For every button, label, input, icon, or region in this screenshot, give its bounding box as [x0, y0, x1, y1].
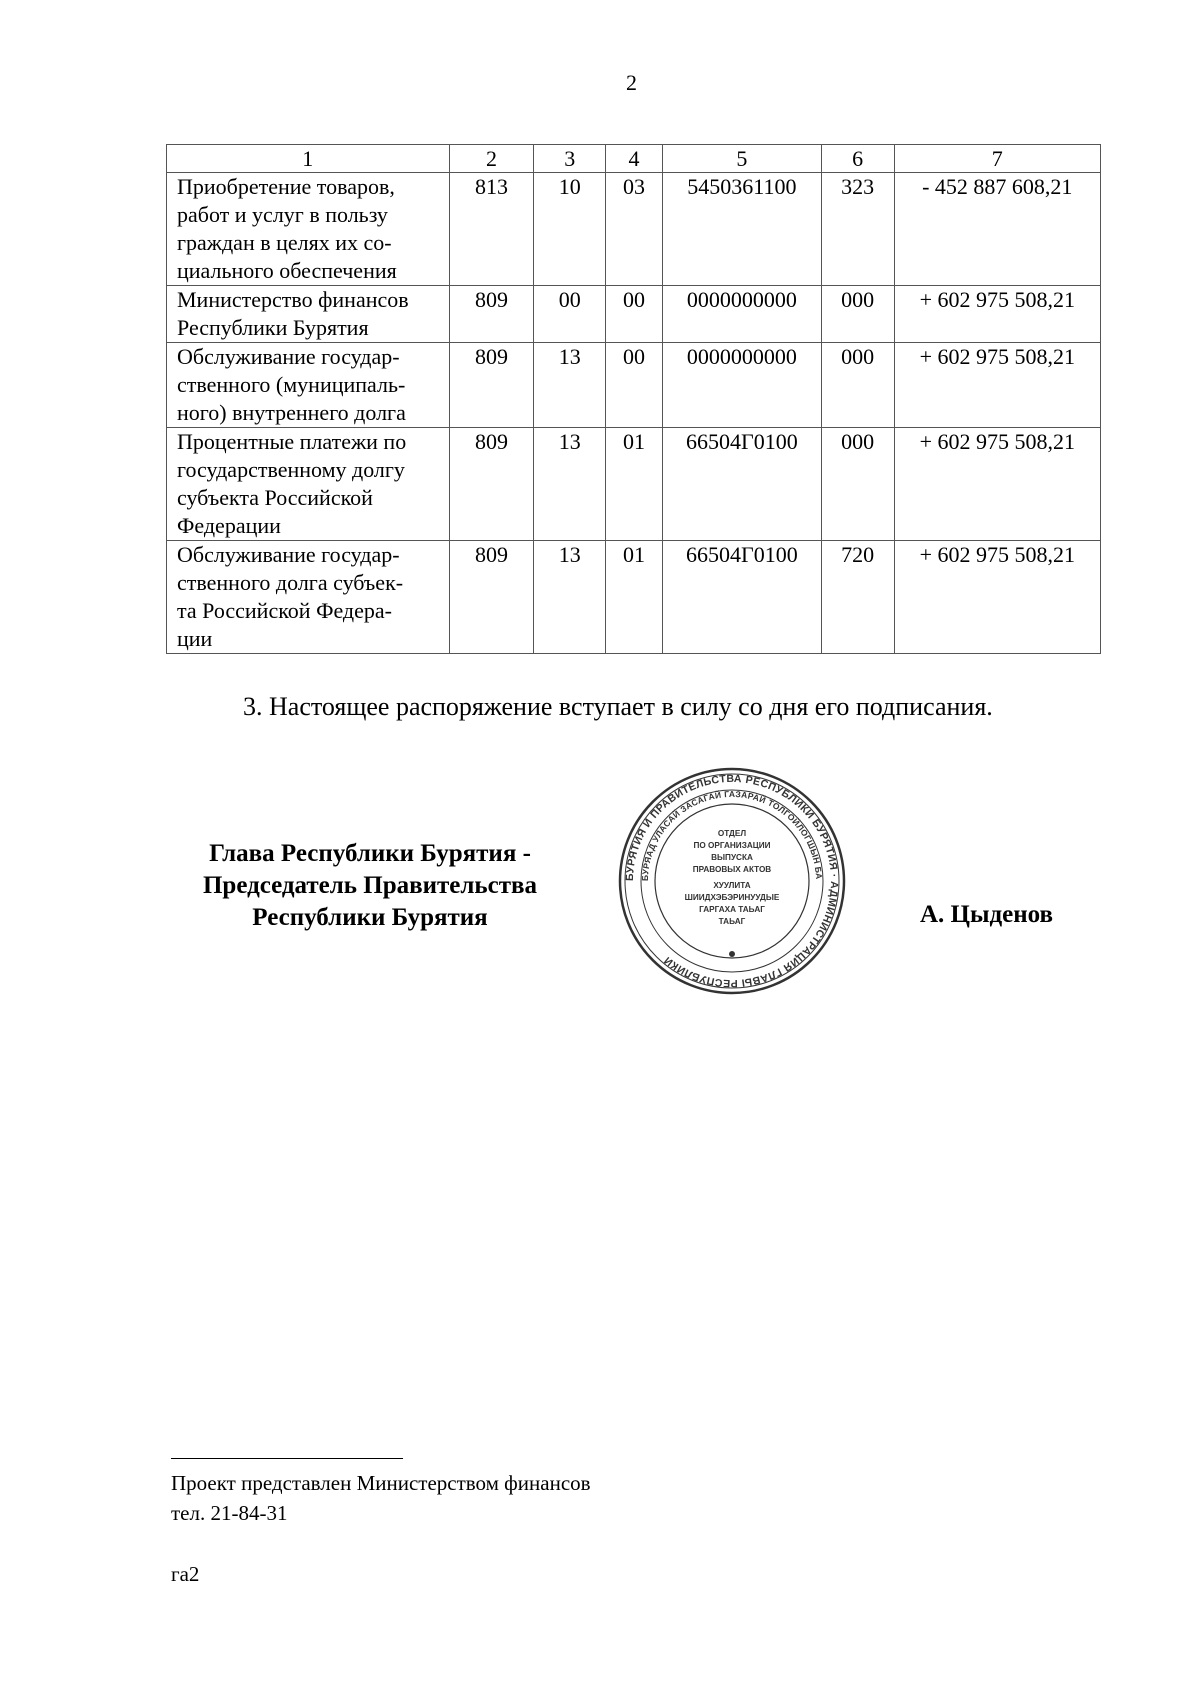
footnote-phone: тел. 21-84-31 [171, 1501, 288, 1525]
row-name-cell [167, 173, 450, 286]
row-name-line: та Российской Федера- [177, 598, 392, 623]
header-cell: 2 [449, 145, 534, 173]
code-cell: 809 [449, 286, 534, 343]
code-cell: 66504Г0100 [662, 541, 821, 654]
code-cell: 809 [449, 343, 534, 428]
stamp-center-line: ВЫПУСКА [711, 853, 753, 862]
row-name-line: Приобретение товаров, [177, 174, 395, 199]
code-cell: 809 [449, 428, 534, 541]
code-cell: 01 [606, 541, 663, 654]
row-name-cell [167, 541, 450, 654]
row-name-line: работ и услуг в пользу [177, 202, 388, 227]
row-name-line: Процентные платежи по [177, 429, 407, 454]
code-cell: 13 [534, 343, 606, 428]
row-name-line: Республики Бурятия [177, 315, 369, 340]
signatory-title-line: Председатель Правительства [202, 872, 538, 899]
code-cell: 13 [534, 541, 606, 654]
footnote [171, 1468, 591, 1528]
row-name-cell [167, 428, 450, 541]
amount-cell: + 602 975 508,21 [894, 343, 1100, 428]
row-name-cell [167, 286, 450, 343]
code-cell: 00 [606, 286, 663, 343]
code-cell: 0000000000 [662, 343, 821, 428]
signatory-name: А. Цыденов [920, 901, 1054, 928]
row-name-cell [167, 343, 450, 428]
table-row [167, 173, 1101, 286]
footnote-divider [171, 1458, 403, 1459]
footnote-line: Проект представлен Министерством финансов [171, 1471, 591, 1495]
code-cell: 0000000000 [662, 286, 821, 343]
row-name-line: ственного долга субъек- [177, 570, 404, 595]
row-name-line: Обслуживание государ- [177, 344, 400, 369]
header-cell: 5 [662, 145, 821, 173]
row-name-line: Министерство финансов [177, 287, 409, 312]
budget-table [166, 144, 1101, 654]
code-cell: 03 [606, 173, 663, 286]
row-name-line: граждан в целях их со- [177, 230, 392, 255]
row-name-line: Федерации [177, 513, 281, 538]
row-name-line: ции [177, 626, 213, 651]
table-row [167, 428, 1101, 541]
document-code: га2 [171, 1562, 200, 1586]
signatory-title-line: Республики Бурятия [252, 904, 488, 931]
code-cell: 5450361100 [662, 173, 821, 286]
row-name-line: государственному долгу [177, 457, 405, 482]
code-cell: 66504Г0100 [662, 428, 821, 541]
header-cell: 3 [534, 145, 606, 173]
stamp-center-line: ХУУЛИТА [713, 881, 751, 890]
amount-cell: - 452 887 608,21 [894, 173, 1100, 286]
row-name-line: Обслуживание государ- [177, 542, 400, 567]
code-cell: 00 [606, 343, 663, 428]
row-name-line: ного) внутреннего долга [177, 400, 406, 425]
code-cell: 00 [534, 286, 606, 343]
code-cell: 813 [449, 173, 534, 286]
header-cell: 4 [606, 145, 663, 173]
stamp-center-line: ПО ОРГАНИЗАЦИИ [693, 841, 771, 850]
code-cell: 720 [821, 541, 894, 654]
code-cell: 10 [534, 173, 606, 286]
row-name-line: субъекта Российской [177, 485, 373, 510]
code-cell: 13 [534, 428, 606, 541]
stamp-center-line: ПРАВОВЫХ АКТОВ [692, 865, 772, 874]
table-row [167, 343, 1101, 428]
table-row [167, 286, 1101, 343]
stamp-center-line: ШИИДХЭБЭРИНУУДЫЕ [684, 893, 780, 902]
stamp-outer-ring-text: БУРЯТИЯ И ПРАВИТЕЛЬСТВА РЕСПУБЛИКИ БУРЯТИЯ · АДМИНИСТРАЦИЯ ГЛАВЫ РЕСПУБЛИКИ [623, 772, 841, 990]
header-cell: 6 [821, 145, 894, 173]
code-cell: 000 [821, 343, 894, 428]
amount-cell: + 602 975 508,21 [894, 286, 1100, 343]
signatory-title-line: Глава Республики Бурятия - [209, 840, 531, 867]
stamp-inner-ring-text: БУРЯАД УЛАСАЙ ЗАСАГАЙ ГАЗАРАЙ ТОЛГОЙЛОГШЫН БА [639, 788, 825, 882]
header-cell: 7 [894, 145, 1100, 173]
stamp-dot-icon [729, 951, 735, 957]
signatory-title [165, 838, 575, 934]
amount-cell: + 602 975 508,21 [894, 541, 1100, 654]
code-cell: 01 [606, 428, 663, 541]
code-cell: 323 [821, 173, 894, 286]
code-cell: 000 [821, 428, 894, 541]
page-number: 2 [626, 70, 637, 95]
table-row [167, 541, 1101, 654]
code-cell: 809 [449, 541, 534, 654]
row-name-line: циального обеспечения [177, 258, 397, 283]
stamp-center-line: ТАЬАГ [718, 917, 746, 926]
clause-text: 3. Настоящее распоряжение вступает в силу со дня его подписания. [243, 692, 993, 721]
header-cell: 1 [167, 145, 450, 173]
stamp-center-line: ГАРГАХА ТАЬАГ [699, 905, 765, 914]
row-name-line: ственного (муниципаль- [177, 372, 406, 397]
table-header-row [167, 145, 1101, 173]
stamp-center-line: ОТДЕЛ [717, 829, 747, 838]
amount-cell: + 602 975 508,21 [894, 428, 1100, 541]
official-stamp [617, 766, 847, 996]
code-cell: 000 [821, 286, 894, 343]
